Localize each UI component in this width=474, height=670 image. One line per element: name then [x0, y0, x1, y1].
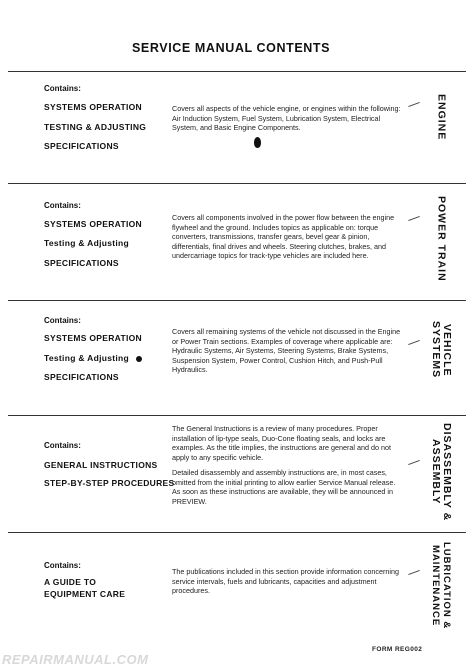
topic-equipment-care: EQUIPMENT CARE [44, 589, 126, 599]
section-divider [8, 71, 466, 72]
tab-marker [408, 460, 420, 465]
contains-label: Contains: [44, 561, 81, 570]
topic-a-guide-to: A GUIDE TO [44, 577, 97, 587]
description-paragraph: Covers all aspects of the vehicle engine, or engines within the following: Air Induction System, Fuel System, Lubrication System, Electrical System, and Basic Engine Components. [172, 104, 401, 132]
section-description [172, 213, 402, 267]
section-description [172, 104, 402, 139]
description-paragraph: The publications included in this section provide information concerning service intervals, fuels and lubricants, capacities and adjustment procedures. [172, 567, 399, 595]
section-tab-lubrication-maintenance[interactable] [428, 533, 454, 639]
form-code: FORM REG002 [372, 646, 423, 653]
tab-label: ENGINE [435, 93, 448, 141]
section-description [172, 424, 402, 512]
tab-marker [408, 570, 420, 575]
section-divider [8, 532, 466, 533]
topic-specifications: SPECIFICATIONS [44, 258, 119, 268]
section-divider [8, 300, 466, 301]
tab-label: POWER TRAIN [435, 196, 448, 282]
topic-step-by-step-procedures: STEP-BY-STEP PROCEDURES [44, 478, 175, 488]
section-description [172, 327, 402, 381]
topic-systems-operation: SYSTEMS OPERATION [44, 219, 142, 229]
topic-systems-operation: SYSTEMS OPERATION [44, 102, 142, 112]
bullet-dot-icon [136, 356, 142, 362]
topic-systems-operation: SYSTEMS OPERATION [44, 333, 142, 343]
section-tab-power-train[interactable] [428, 190, 454, 288]
tab-marker [408, 102, 420, 107]
topic-specifications: SPECIFICATIONS [44, 372, 119, 382]
contains-label: Contains: [44, 316, 81, 325]
tab-marker [408, 340, 420, 345]
watermark: REPAIRMANUAL.COM [2, 652, 149, 667]
section-tab-engine[interactable] [428, 84, 454, 150]
section-divider [8, 183, 466, 184]
topic-specifications: SPECIFICATIONS [44, 141, 119, 151]
topic-testing-adjusting: Testing & Adjusting [44, 353, 130, 363]
tab-marker [408, 216, 420, 221]
contains-label: Contains: [44, 441, 81, 450]
topic-testing-adjusting: Testing & Adjusting [44, 238, 130, 248]
section-tab-disassembly-assembly[interactable] [428, 420, 454, 524]
description-paragraph: The General Instructions is a review of many procedures. Proper installation of lip-type seals, Duo-Cone floating seals, and locks are examples. As the title implies, the instructions are general and do not apply to any specific vehicle. [172, 424, 391, 462]
page-title: SERVICE MANUAL CONTENTS [132, 41, 331, 55]
section-tab-vehicle-systems[interactable] [428, 318, 454, 382]
section-divider [8, 415, 466, 416]
tab-label: VEHICLE SYSTEMS [430, 321, 453, 379]
description-paragraph: Detailed disassembly and assembly instructions are, in most cases, omitted from the initial printing to allow earlier Service Manual release. As soon as these instructions are available, they will be announced in PREVIEW. [172, 468, 396, 506]
tab-label: LUBRICATION & MAINTENANCE [430, 542, 452, 630]
ink-mark-icon [254, 137, 261, 148]
topic-testing-adjusting: TESTING & ADJUSTING [44, 122, 147, 132]
section-description [172, 567, 402, 602]
topic-general-instructions: GENERAL INSTRUCTIONS [44, 460, 158, 470]
contains-label: Contains: [44, 201, 81, 210]
contains-label: Contains: [44, 84, 81, 93]
tab-label: DISASSEMBLY & ASSEMBLY [430, 422, 453, 522]
description-paragraph: Covers all components involved in the power flow between the engine flywheel and the ground. Includes topics as applicable on: torque converters, transmissions, transfer gears, bevel gear & pinion, differentials, final drives and wheels. Steering clutches, brakes, and undercarriage topics for track-type vehicles are included here. [172, 213, 395, 260]
description-paragraph: Covers all remaining systems of the vehicle not discussed in the Engine or Power Train sections. Examples of coverage where applicable are: Hydraulic Systems, Air Systems, Steering Systems, Brake Systems, Suspension System, Power Control, Cushion Hitch, and Push-Pull Hydraulics. [172, 327, 401, 374]
